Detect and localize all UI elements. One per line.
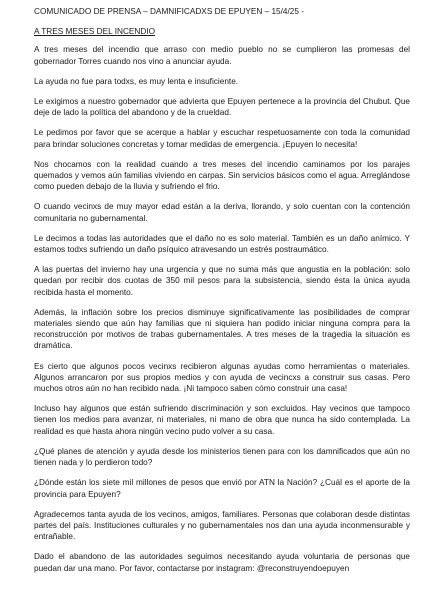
paragraph: Le decimos a todas las autoridades que el daño no es solo material. También es un daño anímico. Y estamos todxs sufriendo un daño psíquico atravesando un estrés postraumático. — [34, 233, 410, 255]
paragraph: Dado el abandono de las autoridades seguimos necesitando ayuda voluntaria de personas que puedan dar una mano. Por favor, contactarse por instagram: @reconstruyendoepuyen — [34, 552, 410, 573]
paragraph: O cuando vecinxs de muy mayor edad están a la deriva, llorando, y solo cuentan con la contención comunitaria no gubernamental. — [34, 202, 410, 223]
paragraph: La ayuda no fue para todxs, es muy lenta e insuficiente. — [34, 76, 239, 86]
paragraph: Nos chocamos con la realidad cuando a tres meses del incendio caminamos por los parajes quemados y vemos aún familias viviendo en carpas. Sin servicios básicos como el agua. Arreglándose como pueden debajo de la lluvia y sufriendo el frio. — [34, 159, 410, 192]
paragraph: Le exigimos a nuestro gobernador que advierta que Epuyen pertenece a la provincia del Chubut. Que deje de lado la política del abandono y de la crueldad. — [34, 97, 410, 118]
paragraph: Agradecemos tanta ayuda de los vecinos, amigos, familiares. Personas que colaboran desde distintas partes del país. Instituciones culturales y no gubernamentales nos dan una ayuda inconmensurable y entrañable. — [34, 509, 410, 542]
document-header: COMUNICADO DE PRENSA – DAMNIFICADXS DE EPUYEN – 15/4/25 - — [34, 7, 305, 16]
paragraph: Le pedimos por favor que se acerque a hablar y escuchar respetuosamente con toda la comunidad para brindar soluciones concretas y tomar medidas de emergencia. ¡Epuyen lo necesita! — [34, 128, 410, 149]
paragraph: ¿Dónde están los siete mil millones de pesos que envió por ATN la Nación? ¿Cuál es el aporte de la provincia para Epuyen? — [34, 478, 410, 499]
paragraph: A las puertas del invierno hay una urgencia y que no suma más que angustia en la población: solo quedan por recibir dos cuotas de 350 mil pesos para la subsistencia, siendo ésta la única ayuda recibida hasta el momento. — [34, 265, 410, 297]
document-title: A TRES MESES DEL INCENDIO — [34, 27, 156, 37]
paragraph: Además, la inflación sobre los precios disminuye significativamente las posibilidades de comprar materiales siendo que aún hay familias que ni siquiera han podido iniciar ninguna compra para la reconstrucción por motivos de trabas gubernamentales. A tres meses de la tragedia la situación es dramática. — [34, 307, 410, 351]
paragraph: Incluso hay algunos que están sufriendo discriminación y son excluidos. Hay vecinos que tampoco tienen los medios para avanzar, ni materiales, ni mano de obra que nunca ha sido contemplada. La realidad es que hasta ahora ningún vecino pudo volver a su casa. — [34, 404, 410, 436]
paragraph: A tres meses del incendio que arraso con medio pueblo no se cumplieron las promesas del gobernador Torres cuando nos vino a anunciar ayuda. — [34, 45, 410, 66]
paragraph: Es cierto que algunos pocos vecinxs recibieron algunas ayudas como herramientas o materiales. Algunos arrancaron por sus propios medios y con ayuda de vecincxs a construir sus casas. Pero muchos otros aún no han recibido nada. ¡Ni tampoco saben cómo construir una casa! — [34, 361, 410, 394]
document-body — [34, 44, 410, 573]
paragraph: ¿Qué planes de atención y ayuda desde los ministerios tienen para con los damnificados que aún no tienen nada y lo perdieron todo? — [34, 446, 410, 468]
